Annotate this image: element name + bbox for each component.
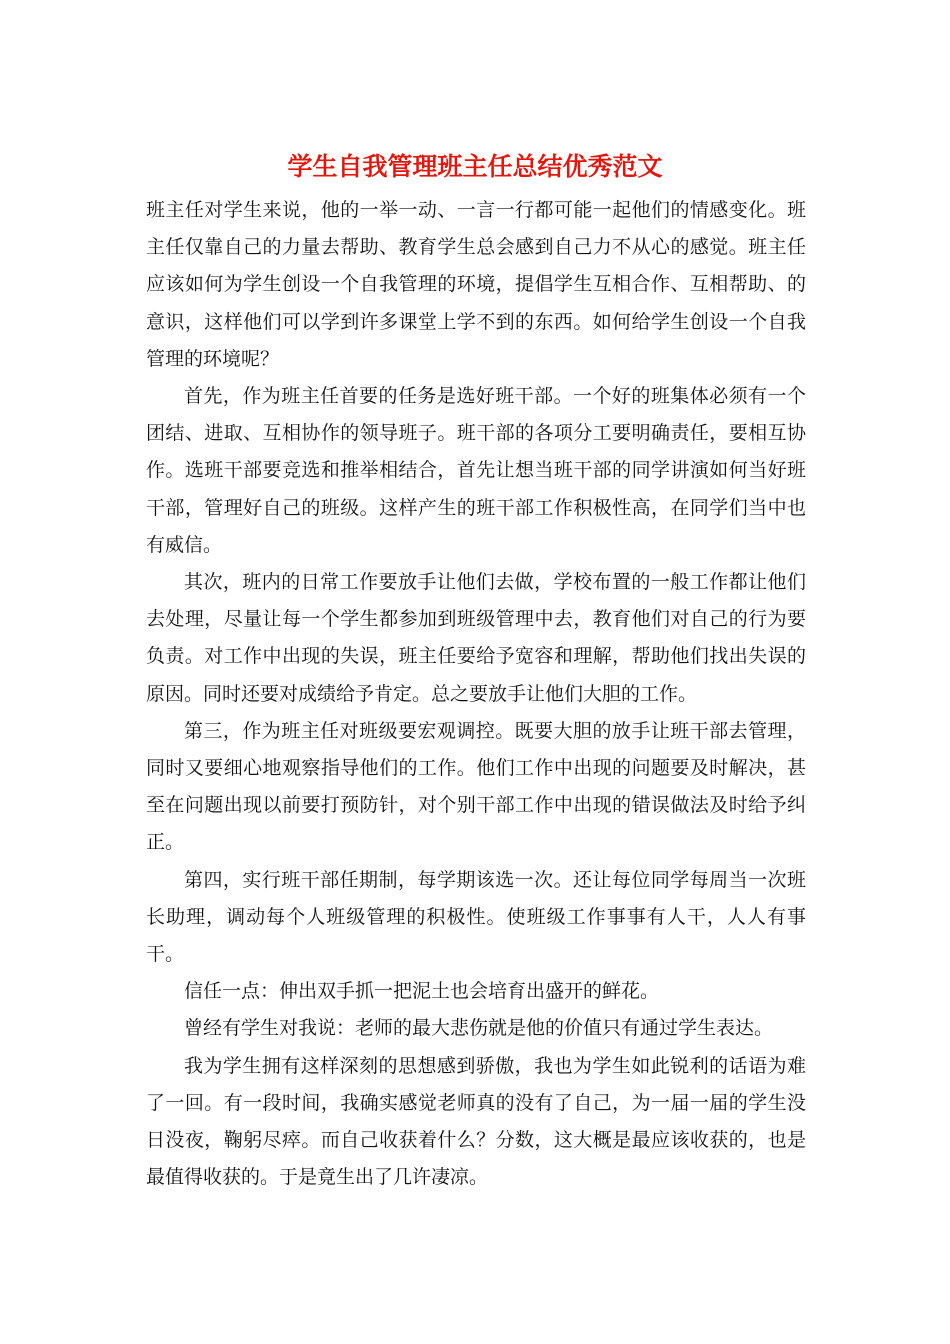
- paragraph-second: 其次，班内的日常工作要放手让他们去做，学校布置的一般工作都让他们去处理，尽量让每一个学生都参加到班级管理中去，教育他们对自己的行为要负责。对工作中出现的失误，班主任要给予宽容和理解，帮助他们找出失误的原因。同时还要对成绩给予肯定。总之要放手让他们大胆的工作。: [146, 571, 806, 705]
- paragraph-third: 第三，作为班主任对班级要宏观调控。既要大胆的放手让班干部去管理，同时又要细心地观察指导他们的工作。他们工作中出现的问题要及时解决，甚至在问题出现以前要打预防针，对个别干部工作中出现的错误做法及时给予纠正。: [146, 719, 806, 854]
- paragraph-reflection: 我为学生拥有这样深刻的思想感到骄傲，我也为学生如此锐利的话语为难了一回。有一段时间，我确实感觉老师真的没有了自己，为一届一届的学生没日没夜，鞠躬尽瘁。而自己收获着什么？分数，这大概是最应该收获的，也是最值得收获的。于是竟生出了几许凄凉。: [146, 1054, 806, 1189]
- paragraph-trust: 信任一点：伸出双手抓一把泥土也会培育出盛开的鲜花。: [184, 980, 660, 1003]
- paragraph-first: 首先，作为班主任首要的任务是选好班干部。一个好的班集体必须有一个团结、进取、互相协作的领导班子。班干部的各项分工要明确责任，要相互协作。选班干部要竞选和推举相结合，首先让想当班干部的同学讲演如何当好班干部，管理好自己的班级。这样产生的班干部工作积极性高，在同学们当中也有威信。: [146, 385, 806, 556]
- document-title: 学生自我管理班主任总结优秀范文: [287, 152, 663, 181]
- paragraph-fourth: 第四，实行班干部任期制，每学期该选一次。还让每位同学每周当一次班长助理，调动每个人班级管理的积极性。使班级工作事事有人干，人人有事干。: [146, 868, 806, 966]
- document-body: [146, 192, 806, 1196]
- paragraph-intro: 班主任对学生来说，他的一举一动、一言一行都可能一起他们的情感变化。班主任仅靠自己的力量去帮助、教育学生总会感到自己力不从心的感觉。班主任应该如何为学生创设一个自我管理的环境，提倡学生互相合作、互相帮助、的意识，这样他们可以学到许多课堂上学不到的东西。如何给学生创设一个自我管理的环境呢？: [146, 199, 806, 370]
- paragraph-student-quote: 曾经有学生对我说：老师的最大悲伤就是他的价值只有通过学生表达。: [184, 1017, 774, 1040]
